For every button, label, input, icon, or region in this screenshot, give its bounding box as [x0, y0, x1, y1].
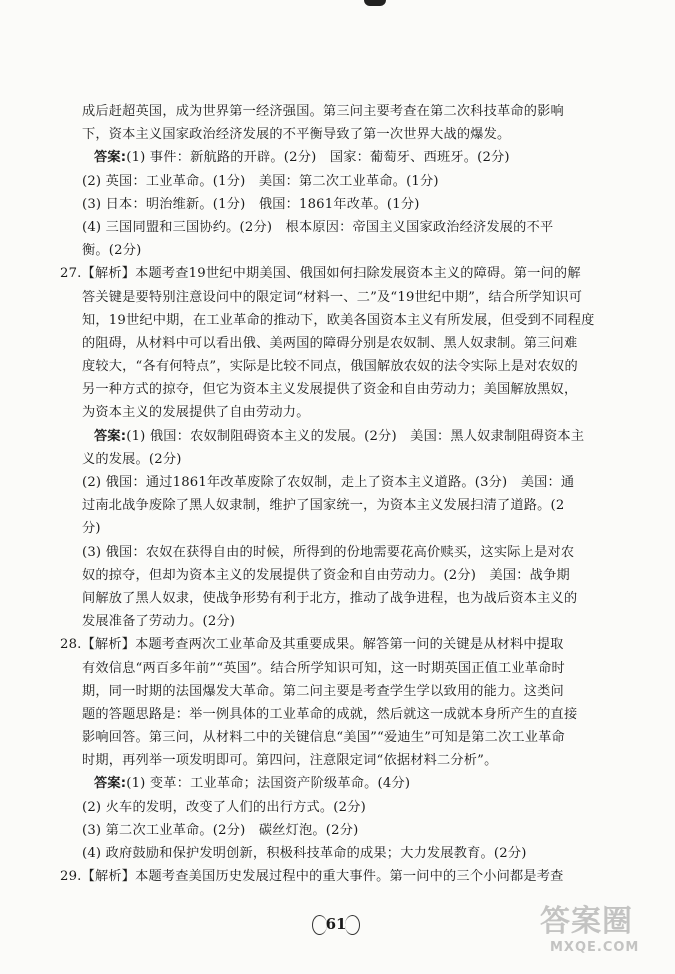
text-line: 间解放了黑人奴隶，使战争形势有利于北方，推动了战争进程，也为战后资本主义的	[82, 590, 578, 606]
text-line: (2) 英国：工业革命。(1分) 美国：第二次工业革命。(1分)	[82, 173, 439, 189]
text-line: 答关键是要特别注意设问中的限定词“材料一、二”及“19世纪中期”，结合所学知识可	[82, 289, 583, 305]
text-line: 的阻碍，从材料中可以看出俄、美两国的障碍分别是农奴制、黑人奴隶制。第三问难	[82, 335, 578, 351]
question-number: 27.	[60, 266, 82, 282]
page-top-mark	[364, 0, 386, 6]
text-line: (4) 政府鼓励和保护发明创新，积极科技革命的成果；大力发展教育。(2分)	[82, 846, 527, 861]
answer-text: (1) 事件：新航路的开辟。(2分) 国家：葡萄牙、西班牙。(2分)	[126, 150, 510, 166]
watermark-url: MXQE.COM	[550, 940, 640, 955]
text-line: 另一种方式的掠夺，但它为资本主义发展提供了资金和自由劳动力；美国解放黑奴，	[82, 382, 578, 398]
analysis-text: 【解析】本题考查两次工业革命及其重要成果。解答第一问的关键是从材料中提取	[81, 637, 564, 653]
text-line: 成后赶超英国，成为世界第一经济强国。第三问主要考查在第二次科技革命的影响	[82, 104, 564, 119]
answer-line	[82, 772, 622, 795]
text-line: 分)	[82, 521, 101, 537]
text-line: 衡。(2分)	[82, 243, 142, 259]
question-line	[60, 865, 622, 888]
answer-line	[82, 425, 622, 448]
watermark-logo	[540, 905, 660, 965]
text-line: 有效信息“两百多年前”“英国”。结合所学知识可知，这一时期英国正值工业革命时	[82, 660, 565, 676]
page-number: 61	[312, 911, 360, 937]
text-line: 奴的掠夺，但却为资本主义的发展提供了资金和自由劳动力。(2分) 美国：战争期	[82, 567, 570, 583]
analysis-text: 【解析】本题考查19世纪中期美国、俄国如何扫除发展资本主义的障碍。第一问的解	[81, 266, 581, 282]
answer-text: (1) 俄国：农奴制阻碍资本主义的发展。(2分) 美国：黑人奴隶制阻碍资本主	[126, 428, 585, 444]
answer-label: 答案:	[94, 428, 127, 444]
analysis-text: 【解析】本题考查美国历史发展过程中的重大事件。第一问中的三个小问都是考查	[81, 869, 564, 885]
text-line: (3) 俄国：农奴在获得自由的时候，所得到的份地需要花高价赎买，这实际上是对农	[82, 544, 575, 560]
text-line: 期，同一时期的法国爆发大革命。第二问主要是考查学生学以致用的能力。这类问	[82, 683, 564, 699]
text-line: (4) 三国同盟和三国协约。(2分) 根本原因：帝国主义国家政治经济发展的不平	[82, 219, 554, 235]
answer-text: (1) 变革：工业革命；法国资产阶级革命。(4分)	[126, 776, 411, 792]
question-number: 28.	[60, 637, 82, 653]
answer-line	[82, 146, 622, 169]
text-line: 义的发展。(2分)	[82, 451, 182, 467]
text-line: 为资本主义的发展提供了自由劳动力。	[82, 405, 310, 421]
text-line: 影响回答。第三问，从材料二中的关键信息“美国”“爱迪生”可知是第二次工业革命	[82, 730, 565, 746]
text-line: (3) 第二次工业革命。(2分) 碳丝灯泡。(2分)	[82, 822, 359, 838]
text-line: (2) 俄国：通过1861年改革废除了农奴制，走上了资本主义道路。(3分) 美国：通	[82, 475, 575, 490]
answer-label: 答案:	[94, 776, 127, 792]
question-number: 29.	[60, 869, 82, 885]
text-line: 过南北战争废除了黑人奴隶制，维护了国家统一，为资本主义发展扫清了道路。(2	[82, 498, 565, 514]
answer-label: 答案:	[94, 150, 127, 166]
text-line: 下，资本主义国家政治经济发展的不平衡导致了第一次世界大战的爆发。	[82, 127, 511, 143]
text-line: 发展准备了劳动力。(2分)	[82, 614, 236, 630]
question-line	[60, 262, 622, 285]
text-line: (2) 火车的发明，改变了人们的出行方式。(2分)	[82, 799, 366, 815]
text-line: 度较大，“各有何特点”，实际是比较不同点，俄国解放农奴的法令实际上是对农奴的	[82, 359, 578, 375]
page-body	[60, 100, 622, 888]
text-line: (3) 日本：明治维新。(1分) 俄国：1861年改革。(1分)	[82, 196, 420, 212]
text-line: 时期，再列举一项发明即可。第四问，注意限定词“依据材料二分析”。	[82, 753, 498, 769]
question-line	[60, 633, 622, 656]
text-line: 题的答题思路是：举一例具体的工业革命的成就，然后就这一成就本身所产生的直接	[82, 706, 578, 722]
text-line: 知，19世纪中期，在工业革命的推动下，欧美各国资本主义有所发展，但受到不同程度	[82, 312, 595, 328]
watermark-text: 答案圈	[540, 904, 633, 939]
